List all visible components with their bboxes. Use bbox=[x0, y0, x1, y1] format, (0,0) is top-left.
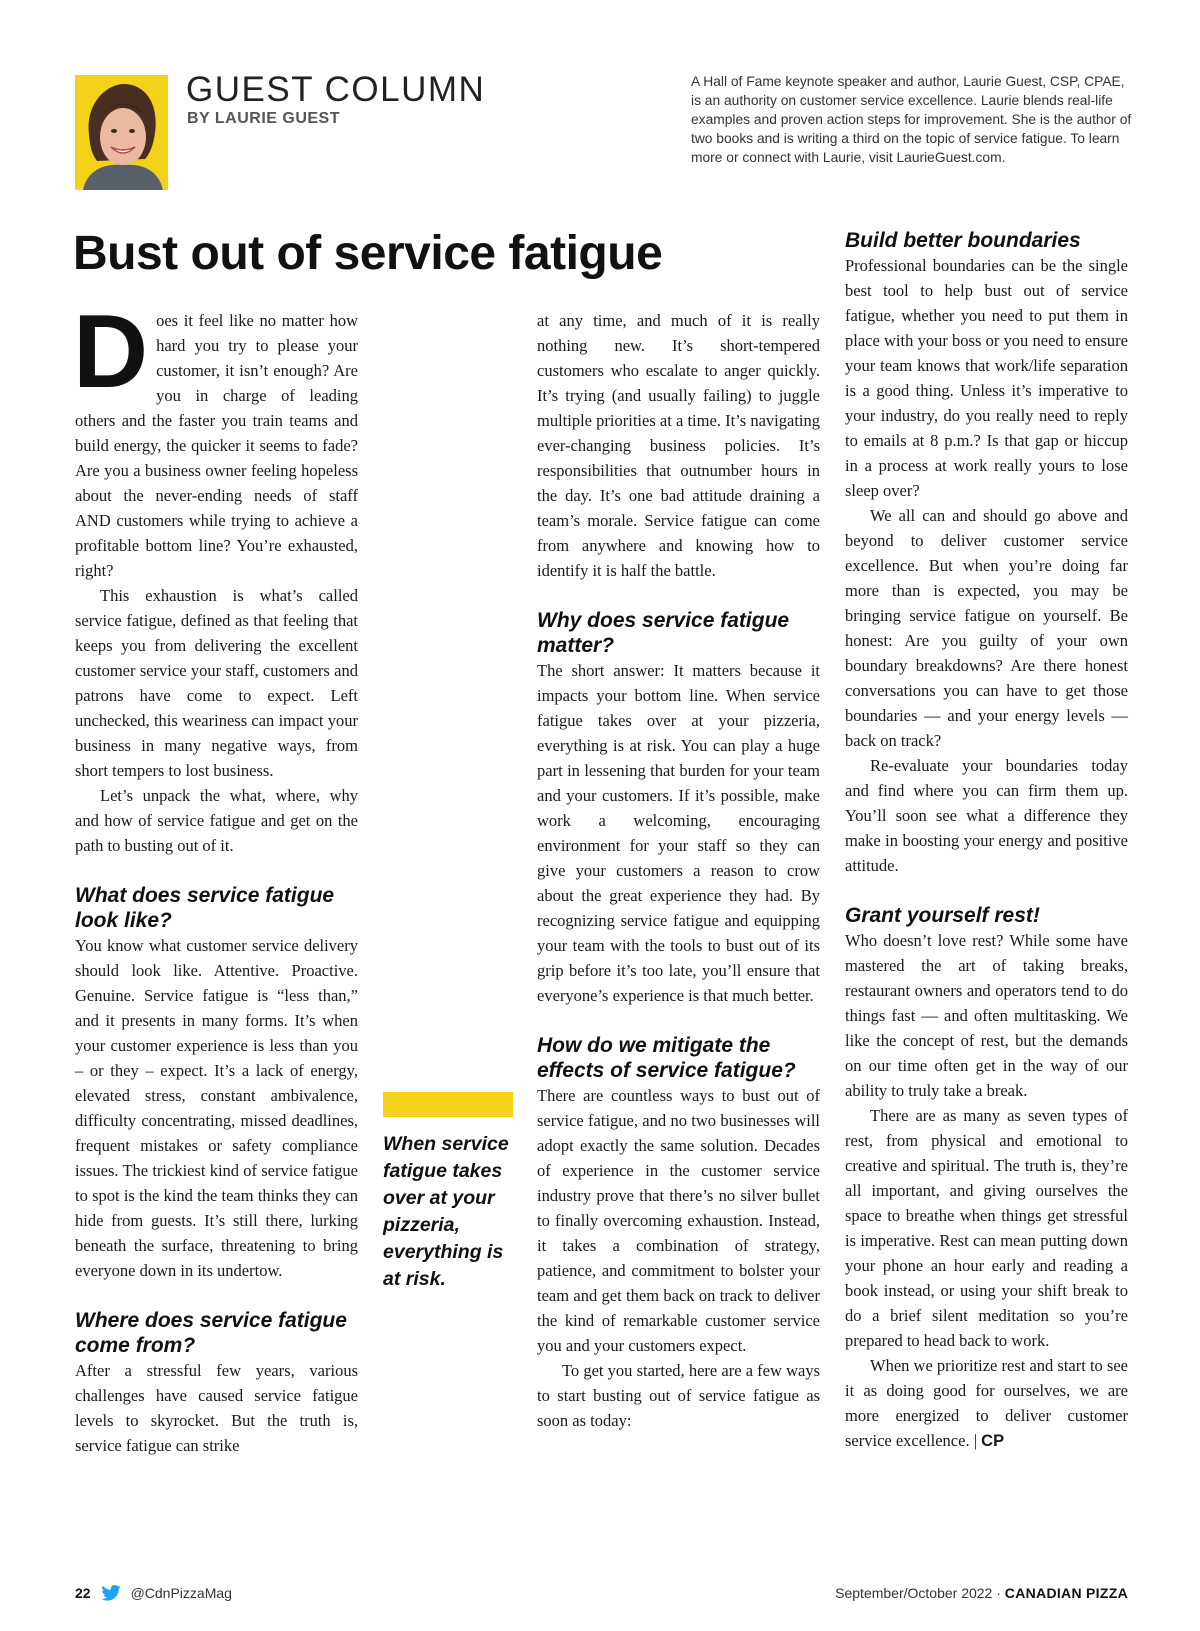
drop-cap: D bbox=[73, 294, 149, 410]
mitigate-paragraph-2: To get you started, here are a few ways to start busting out of service fatigue as soon as today: bbox=[537, 1361, 820, 1430]
subhead-rest: Grant yourself rest! bbox=[845, 904, 1040, 927]
column-label: GUEST COLUMN bbox=[186, 70, 486, 109]
matter-paragraph: The short answer: It matters because it impacts your bottom line. When service fatigue takes over at your pizzeria, everything is at risk. You can play a huge part in lessening that burden for your team and your customers. If it’s possible, make work a welcoming, encouraging environment for your staff so they can give your customers a reason to crow about the great experience they had. By recognizing service fatigue and equipping your team with the tools to bust out of its grip before it’s too late, you’ll ensure that everyone’s experience is that much better. bbox=[537, 661, 820, 1005]
pull-quote-accent-bar bbox=[383, 1092, 513, 1117]
issue-date: September/October 2022 · bbox=[835, 1585, 1005, 1601]
article-column-3 bbox=[845, 228, 1128, 1454]
byline: BY LAURIE GUEST bbox=[187, 110, 340, 127]
intro-paragraph-2: This exhaustion is what’s called service fatigue, defined as that feeling that keeps you from delivering the excellent customer service your staff, customers and patrons have come to expect. Left unchecked, this weariness can impact your business in many negative ways, from short tempers to lost business. bbox=[75, 586, 358, 780]
boundaries-paragraph-2: We all can and should go above and beyond to deliver customer service excellence. But when you’re doing far more than is expected, you may be bringing service fatigue on yourself. Be honest: Are you guilty of your own boundary breakdowns? Are there honest conversations you can have to get those boundaries — and your energy levels — back on track? bbox=[845, 506, 1128, 750]
twitter-handle[interactable]: @CdnPizzaMag bbox=[130, 1585, 232, 1601]
intro-paragraph-3: Let’s unpack the what, where, why and how of service fatigue and get on the path to busting out of it. bbox=[75, 786, 358, 855]
subhead-boundaries: Build better boundaries bbox=[845, 229, 1081, 252]
rest-paragraph-2: There are as many as seven types of rest, from physical and emotional to creative and spiritual. The truth is, they’re all important, and giving ourselves the space to breathe when things get stressful is imperative. Rest can mean putting down your phone an hour early and reading a book instead, or using your shift break to do a brief silent meditation so you’re prepared to head back to work. bbox=[845, 1106, 1128, 1350]
rest-paragraph-1: Who doesn’t love rest? While some have mastered the art of taking breaks, restaurant owners and operators tend to do things fast — and often multitasking. We like the concept of rest, but the demands on our time often get in the way of our ability to truly take a break. bbox=[845, 931, 1128, 1100]
subhead-look-like: What does service fatigue look like? bbox=[75, 884, 335, 932]
boundaries-paragraph-1: Professional boundaries can be the single best tool to help bust out of service fatigue, whether you need to put them in place with your boss or you need to ensure your team knows that work/life separation is a good thing. Unless it’s imperative to your industry, do you really need to reply to emails at 8 p.m.? Is that gap or hiccup in a process at work really yours to lose sleep over? bbox=[845, 256, 1128, 500]
twitter-icon bbox=[101, 1585, 121, 1601]
author-photo bbox=[75, 75, 168, 190]
rest-text-3: When we prioritize rest and start to see it as doing good for ourselves, we are more energized to deliver customer service excellence. bbox=[845, 1356, 1128, 1450]
intro-text-1: oes it feel like no matter how hard you try to please your customer, it isn’t enough? Are you in charge of leading others and the faster you train teams and build energy, the quicker it seems to fade? Are you a business owner feeling hopeless about the never-ending needs of staff AND customers while trying to achieve a profitable bottom line? You’re exhausted, right? bbox=[75, 311, 358, 580]
intro-paragraph-1 bbox=[73, 294, 358, 583]
page-number: 22 bbox=[75, 1585, 91, 1601]
magazine-name: CANADIAN PIZZA bbox=[1004, 1585, 1128, 1601]
author-bio: A Hall of Fame keynote speaker and author, Laurie Guest, CSP, CPAE, is an authority on customer service excellence. Laurie blends real-life examples and proven action steps for improvement. She is the author of two books and is writing a third on the topic of service fatigue. To learn more or connect with Laurie, visit LaurieGuest.com. bbox=[691, 74, 1132, 165]
footer-right bbox=[835, 1585, 1128, 1601]
end-mark: CP bbox=[981, 1432, 1005, 1450]
pull-quote: When service fatigue takes over at your pizzeria, everything is at risk. bbox=[383, 1133, 509, 1290]
author-portrait-image bbox=[75, 75, 168, 190]
boundaries-paragraph-3: Re-evaluate your boundaries today and find where you can firm them up. You’ll soon see what a difference they make in boosting your energy and positive attitude. bbox=[845, 756, 1128, 875]
mitigate-paragraph-1: There are countless ways to bust out of service fatigue, and no two businesses will adopt exactly the same solution. Decades of experience in the customer service industry prove that there’s no silver bullet to finally overcoming exhaustion. Instead, it takes a combination of strategy, patience, and commitment to bolster your team and get them back on track to deliver the kind of remarkable customer service you and your customers expect. bbox=[537, 1086, 820, 1355]
article-column-1 bbox=[73, 294, 358, 1458]
footer-left bbox=[75, 1585, 232, 1601]
rest-paragraph-3: When we prioritize rest and start to see it as doing good for ourselves, we are more energized to deliver customer service excellence. | CP bbox=[845, 1356, 1128, 1450]
article-column-2 bbox=[537, 308, 820, 1433]
look-like-paragraph: You know what customer service delivery should look like. Attentive. Proactive. Genuine. Service fatigue is “less than,” and it presents in many forms. It’s when your customer experience is less than you – or they – expect. It’s a lack of energy, elevated stress, constant ambivalence, difficulty concentrating, missed deadlines, frequent mistakes or safety compliance issues. The trickiest kind of service fatigue to spot is the kind the team thinks they can hide from guests. It’s still there, lurking beneath the surface, threatening to bring everyone down in its undertow. bbox=[75, 936, 358, 1280]
come-from-paragraph-1: After a stressful few years, various challenges have caused service fatigue levels to skyrocket. But the truth is, service fatigue can strike bbox=[75, 1361, 358, 1455]
subhead-mitigate: How do we mitigate the effects of service fatigue? bbox=[537, 1034, 796, 1082]
subhead-matter: Why does service fatigue matter? bbox=[537, 609, 790, 657]
subhead-come-from: Where does service fatigue come from? bbox=[75, 1309, 347, 1357]
come-from-paragraph-2: at any time, and much of it is really nothing new. It’s short-tempered customers who escalate to anger quickly. It’s trying (and usually failing) to juggle multiple priorities at a time. It’s navigating ever-changing business policies. It’s responsibilities that outnumber hours in the day. It’s one bad attitude draining a team’s morale. Service fatigue can come from anywhere and knowing how to identify it is half the battle. bbox=[537, 311, 820, 580]
headline: Bust out of service fatigue bbox=[73, 227, 663, 280]
